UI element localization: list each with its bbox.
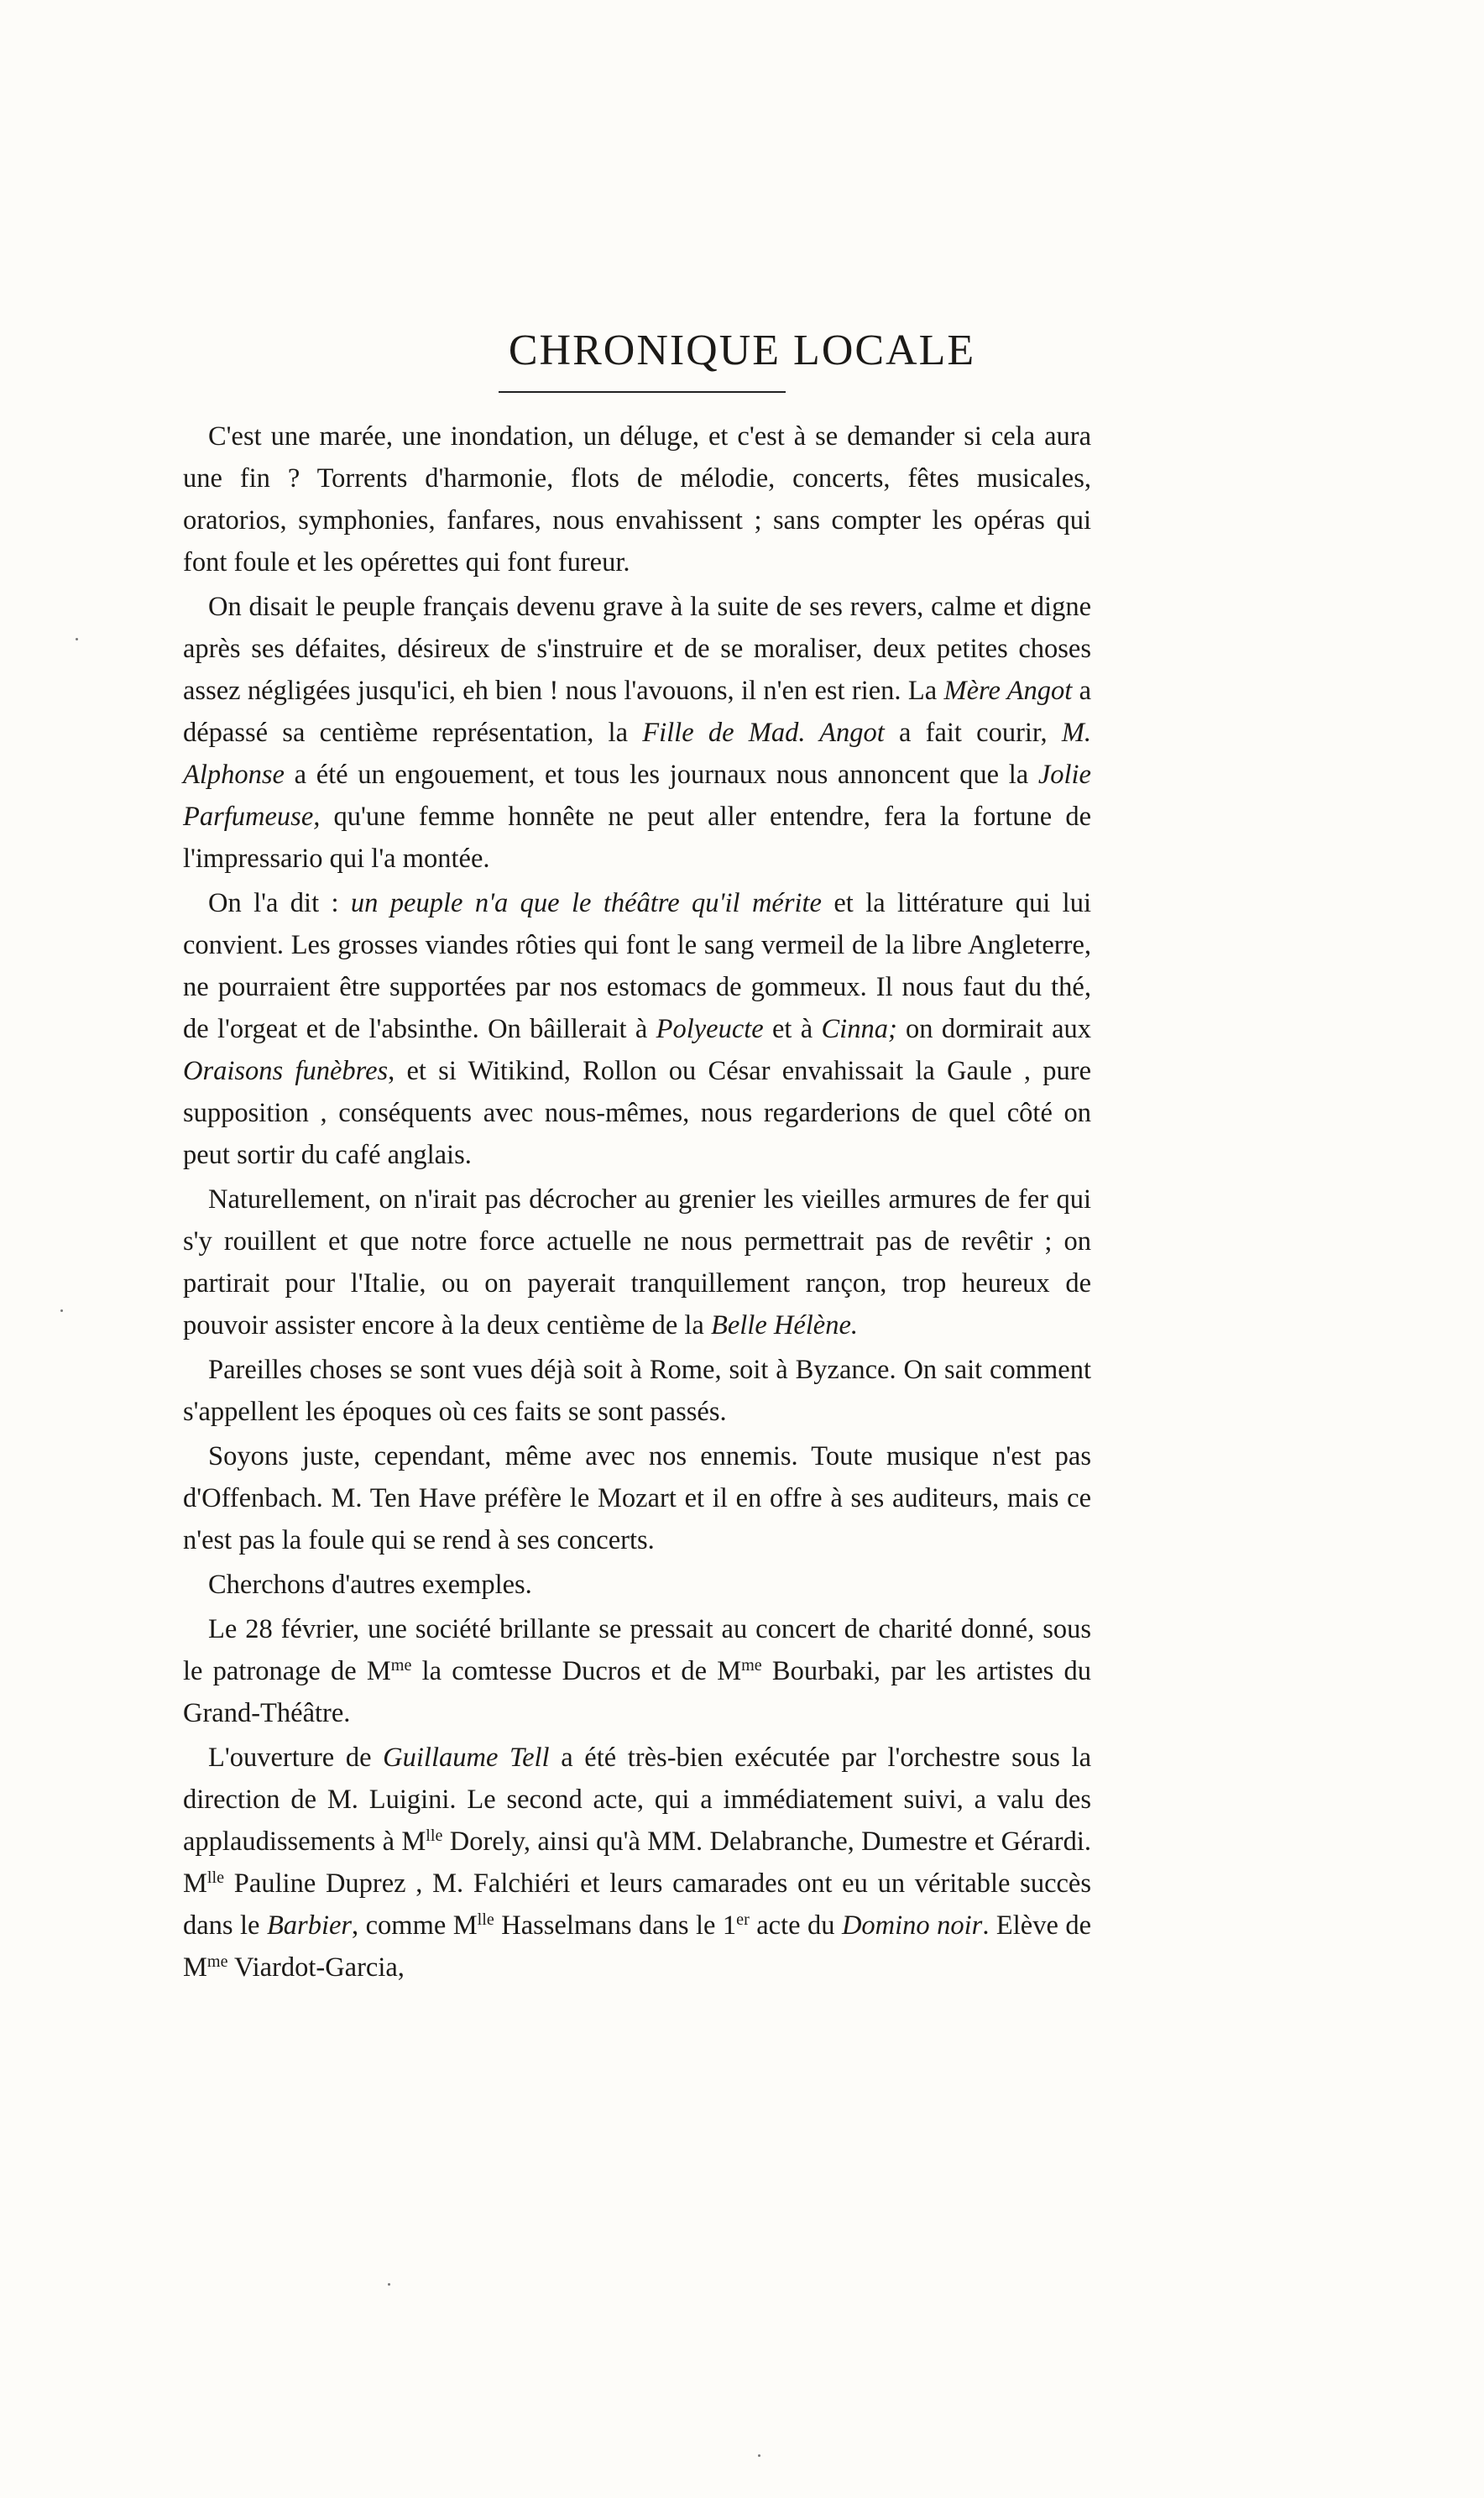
speck: [758, 2454, 760, 2457]
paragraph-2: [183, 586, 1091, 880]
paragraph-9: [183, 1737, 1091, 1988]
text-run: Dorely, ainsi qu'à MM. Delabranche, Dumestre et Gérardi. M: [183, 1826, 1092, 1899]
page-title: CHRONIQUE LOCALE: [508, 327, 976, 374]
paragraph-5: Pareilles choses se sont vues déjà soit à Rome, soit à Byzance. On sait comment s'appellent les époques où ces faits se sont passés.: [183, 1355, 1091, 1427]
paragraph-7: Cherchons d'autres exemples.: [208, 1570, 532, 1600]
text-run: Viardot-Garcia,: [227, 1952, 405, 1983]
text-run: Le 28 février, une société brillante se pressait au concert de charité donné, sous le patronage de M: [183, 1614, 1091, 1686]
title-guillaume-tell: Guillaume Tell: [383, 1743, 550, 1773]
text-run: et la littérature qui lui convient. Les grosses viandes rôties qui font le sang vermeil de la libre Angleterre, ne pourraient être supportées par nos estomacs de gommeux. Il nous faut du thé, de l'orgeat et de l'absinthe. On bâillerait à: [183, 888, 1091, 1044]
text-run: on dormirait aux: [896, 1014, 1091, 1044]
text-run: acte du: [749, 1910, 842, 1941]
text-run: a été un engouement, et tous les journaux nous annoncent que la: [284, 760, 1038, 790]
speck: [388, 2283, 390, 2286]
text-run: et à: [763, 1014, 822, 1044]
text-run: Naturellement, on n'irait pas décrocher au grenier les vieilles armures de fer qui s'y rouillent et que notre force actuelle ne nous permettrait pas de revêtir ; on partirait pour l'Italie, ou on payerait tranquillement rançon, trop heureux de pouvoir assister encore à la deux centième de la: [183, 1184, 1091, 1340]
text-run: , comme M: [352, 1910, 478, 1941]
text-run: On disait le peuple français devenu grave à la suite de ses revers, calme et digne après ses défaites, désireux de s'instruire et de se moraliser, deux petites choses assez négligées jusqu'ici, eh bien ! nous l'avouons, il n'en est rien. La: [183, 592, 1091, 706]
title-m-alphonse: M. Alphonse: [183, 718, 1092, 790]
superscript: lle: [206, 1868, 225, 1887]
text-run: On l'a dit :: [208, 888, 351, 918]
speck: [76, 638, 78, 640]
text-run: Hasselmans dans le 1: [494, 1910, 737, 1941]
text-run: Pauline Duprez , M. Falchiéri et leurs camarades ont eu un véritable succès dans le: [183, 1868, 1091, 1941]
text-run: qu'une femme honnête ne peut aller entendre, fera la fortune de l'impressario qui l'a montée.: [183, 802, 1091, 874]
superscript: lle: [426, 1826, 443, 1845]
article-body: [183, 415, 1091, 1991]
text-run: a dépassé sa centième représentation, la: [183, 676, 1092, 748]
paragraph-3: [183, 882, 1091, 1176]
paragraph-1: C'est une marée, une inondation, un déluge, et c'est à se demander si cela aura une fin ? Torrents d'harmonie, flots de mélodie, concerts, fêtes musicales, oratorios, symphonies, fanfares, nous envahissent ; sans compter les opéras qui font foule et les opérettes qui font fureur.: [183, 421, 1091, 577]
superscript: me: [206, 1952, 228, 1971]
title-fille-de-mad-angot: Fille de Mad. Angot: [642, 718, 885, 748]
title-polyeucte: Polyeucte: [656, 1014, 764, 1044]
title-cinna: Cinna;: [821, 1014, 897, 1044]
superscript: me: [390, 1655, 412, 1675]
title-barbier: Barbier: [266, 1910, 353, 1941]
text-run: L'ouverture de: [208, 1743, 384, 1773]
title-underline: [499, 391, 786, 393]
quote-peuple-theatre: un peuple n'a que le théâtre qu'il mérite: [350, 888, 822, 918]
superscript: me: [741, 1655, 762, 1675]
title-jolie-parfumeuse: Jolie Parfumeuse,: [183, 760, 1091, 832]
speck: [60, 1309, 63, 1312]
paragraph-6: Soyons juste, cependant, même avec nos ennemis. Toute musique n'est pas d'Offenbach. M. Ten Have préfère le Mozart et il en offre à ses auditeurs, mais ce n'est pas la foule qui se rend à ses concerts.: [183, 1441, 1091, 1555]
text-run: a été très-bien exécutée par l'orchestre sous la direction de M. Luigini. Le second acte, qui a immédiatement suivi, a valu des applaudissements à M: [183, 1743, 1091, 1857]
text-run: la comtesse Ducros et de M: [411, 1656, 742, 1686]
text-run: , et si Witikind, Rollon ou César envahissait la Gaule , pure supposition , conséquents avec nous-mêmes, nous regarderions de quel côté on peut sortir du café anglais.: [183, 1056, 1091, 1170]
text-run: Bourbaki, par les artistes du Grand-Théâtre.: [183, 1656, 1091, 1728]
title-mere-angot: Mère Angot: [943, 676, 1073, 706]
title-oraisons-funebres: Oraisons funèbres: [183, 1056, 389, 1086]
text-run: a fait courir,: [884, 718, 1062, 748]
title-belle-helene: Belle Hélène.: [710, 1310, 859, 1340]
text-run: . Elève de M: [183, 1910, 1091, 1983]
superscript: er: [736, 1910, 750, 1929]
paragraph-4: [183, 1178, 1091, 1346]
title-domino-noir: Domino noir: [841, 1910, 983, 1941]
superscript: lle: [477, 1910, 494, 1929]
paragraph-8: [183, 1608, 1091, 1734]
